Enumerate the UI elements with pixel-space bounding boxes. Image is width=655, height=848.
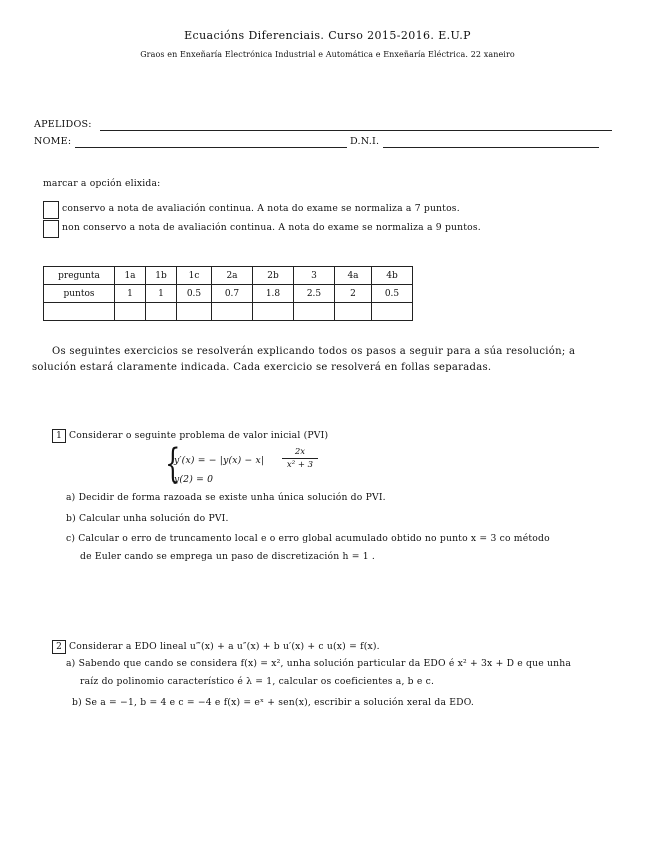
- q1-part-c-line1: c) Calcular o erro de truncamento local e o erro global acumulado obtido no punto x = 3 co método: [66, 533, 550, 544]
- fraction-bar: [282, 458, 318, 459]
- scores-table: [43, 266, 413, 321]
- q1-equation1: y′(x) = − |y(x) − x|: [174, 455, 265, 466]
- points-cell: 1: [146, 285, 177, 303]
- option2-checkbox[interactable]: [43, 220, 59, 238]
- nome-label: NOME:: [34, 136, 72, 147]
- empty-cell[interactable]: [335, 303, 372, 321]
- exam-subtitle: Graos en Enxeñaría Electrónica Industrial e Automática e Enxeñaría Eléctrica. 22 xaneiro: [140, 50, 515, 59]
- points-cell: 0.5: [177, 285, 212, 303]
- empty-cell[interactable]: [253, 303, 294, 321]
- question1-number-box: 1: [52, 429, 66, 443]
- table-row: [44, 267, 413, 285]
- question-cell: 3: [294, 267, 335, 285]
- q2-part-b: b) Se a = −1, b = 4 e c = −4 e f(x) = eˣ + sen(x), escribir a solución xeral da EDO.: [72, 697, 475, 708]
- question-cell: 4a: [335, 267, 372, 285]
- points-cell: 2.5: [294, 285, 335, 303]
- apelidos-line[interactable]: [100, 130, 612, 131]
- instructions-line2: solución estará claramente indicada. Cada exercicio se resolverá en follas separadas.: [32, 362, 492, 373]
- q1-fraction: [282, 447, 318, 470]
- dni-label: D.N.I.: [350, 136, 380, 147]
- dni-line[interactable]: [383, 147, 599, 148]
- points-cell: 2: [335, 285, 372, 303]
- q1-part-a: a) Decidir de forma razoada se existe unha única solución do PVI.: [66, 492, 386, 503]
- instructions-line1: Os seguintes exercicios se resolverán explicando todos os pasos a seguir para a súa resolución; a: [52, 346, 576, 357]
- table-header-cell: pregunta: [44, 267, 115, 285]
- empty-cell[interactable]: [44, 303, 115, 321]
- empty-cell[interactable]: [294, 303, 335, 321]
- q2-part-a-line1: a) Sabendo que cando se considera f(x) = x², unha solución particular da EDO é x² + 3x + D e que unha: [66, 658, 572, 669]
- q1-fraction-numerator: 2x: [294, 447, 306, 457]
- q1-equation2: y(2) = 0: [174, 474, 214, 485]
- question-cell: 2b: [253, 267, 294, 285]
- question-cell: 1c: [177, 267, 212, 285]
- nome-line[interactable]: [75, 147, 347, 148]
- points-cell: 1: [115, 285, 146, 303]
- question1-intro: Considerar o seguinte problema de valor inicial (PVI): [69, 430, 329, 441]
- exam-title: Ecuacións Diferenciais. Curso 2015-2016. E.U.P: [184, 29, 471, 42]
- question2-intro: Considerar a EDO lineal u‴(x) + a u″(x) + b u′(x) + c u(x) = f(x).: [69, 641, 380, 652]
- table-row: [44, 303, 413, 321]
- question2-number-box: 2: [52, 640, 66, 654]
- apelidos-label: APELIDOS:: [34, 119, 92, 130]
- question-cell: 4b: [372, 267, 413, 285]
- option1-label: conservo a nota de avaliación continua. A nota do exame se normaliza a 7 puntos.: [62, 203, 460, 214]
- q1-fraction-denominator: x² + 3: [286, 460, 314, 470]
- empty-cell[interactable]: [177, 303, 212, 321]
- empty-cell[interactable]: [146, 303, 177, 321]
- table-header-cell: puntos: [44, 285, 115, 303]
- question-cell: 2a: [212, 267, 253, 285]
- q1-part-b: b) Calcular unha solución do PVI.: [66, 513, 229, 524]
- empty-cell[interactable]: [212, 303, 253, 321]
- table-row: [44, 285, 413, 303]
- q1-part-c-line2: de Euler cando se emprega un paso de discretización h = 1 .: [80, 551, 376, 562]
- empty-cell[interactable]: [115, 303, 146, 321]
- option2-label: non conservo a nota de avaliación continua. A nota do exame se normaliza a 9 puntos.: [62, 222, 481, 233]
- q2-part-a-line2: raíz do polinomio característico é λ = 1, calcular os coeficientes a, b e c.: [80, 676, 435, 687]
- points-cell: 1.8: [253, 285, 294, 303]
- points-cell: 0.7: [212, 285, 253, 303]
- empty-cell[interactable]: [372, 303, 413, 321]
- options-prompt: marcar a opción elixida:: [43, 178, 161, 189]
- question-cell: 1a: [115, 267, 146, 285]
- option1-checkbox[interactable]: [43, 201, 59, 219]
- points-cell: 0.5: [372, 285, 413, 303]
- system-brace: {: [165, 441, 181, 487]
- question-cell: 1b: [146, 267, 177, 285]
